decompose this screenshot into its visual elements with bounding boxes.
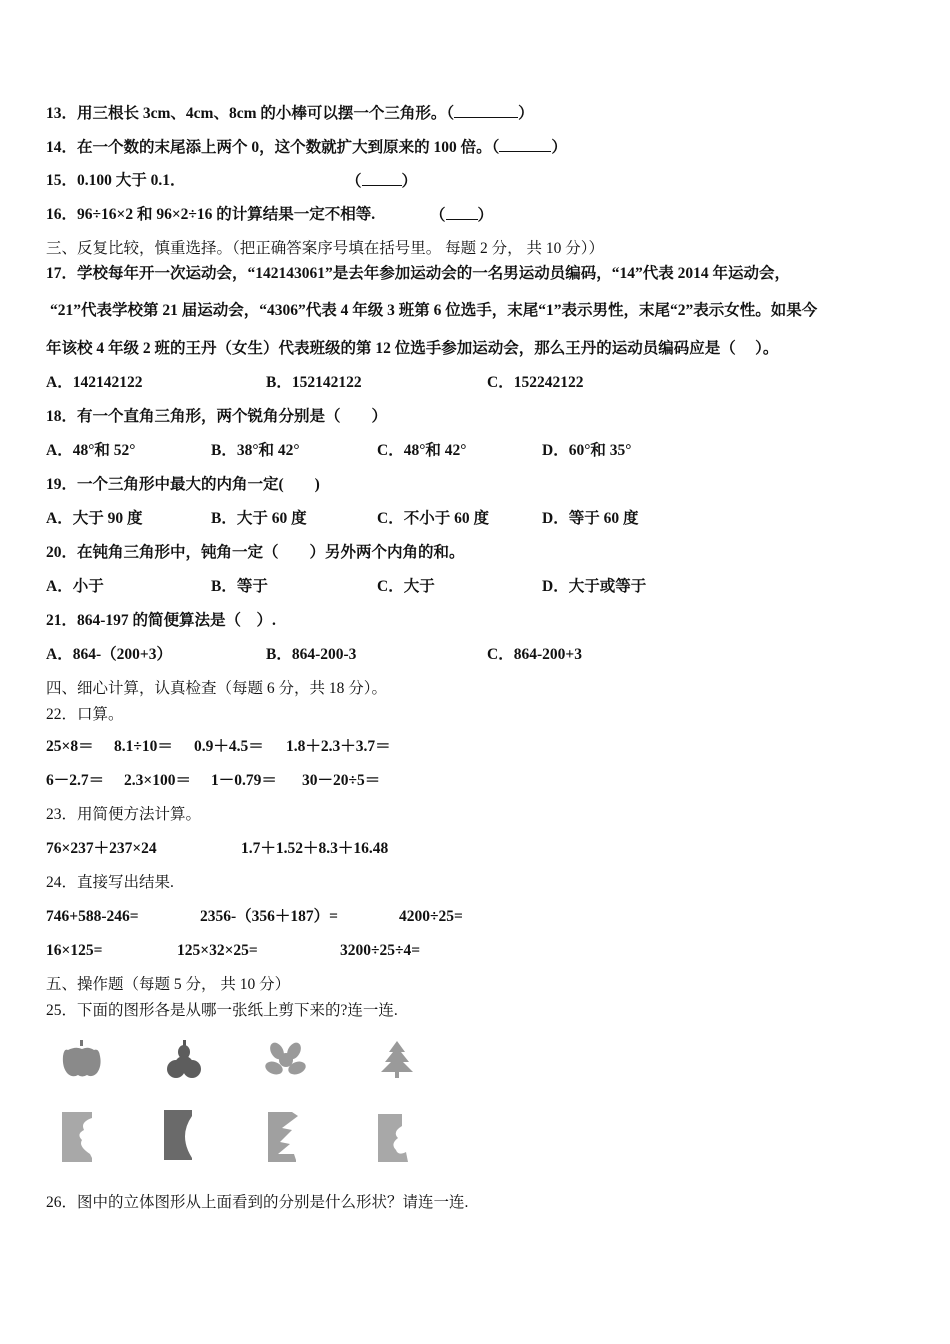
calc-item: 30－20÷5＝: [302, 772, 381, 789]
option-b[interactable]: B．152142122: [266, 374, 362, 391]
calc-item: 1－0.79＝: [211, 772, 277, 789]
question-17-line-3: 年该校 4 年级 2 班的王丹（女生）代表班级的第 12 位选手参加运动会，那么王丹的运动员编码应是（ ）。: [46, 340, 779, 357]
close-paren: ）: [518, 105, 534, 122]
option-a[interactable]: A．48°和 52°: [46, 442, 136, 459]
option-a[interactable]: A．864-（200+3）: [46, 646, 172, 663]
question-17-line-1: 17．学校每年开一次运动会，“142143061”是去年参加运动会的一名男运动员编码，“14”代表 2014 年运动会，: [46, 265, 791, 282]
question-21: 21．864-197 的简便算法是（ ）.: [46, 612, 276, 629]
calc-item: 76×237＋237×24: [46, 840, 157, 857]
option-d[interactable]: D．大于或等于: [542, 578, 647, 595]
option-c[interactable]: C．48°和 42°: [377, 442, 467, 459]
question-13: [46, 103, 534, 124]
question-23: 23．用简便方法计算。: [46, 806, 202, 823]
section-4-title: 四、细心计算，认真检查（每题 6 分，共 18 分）。: [46, 680, 388, 697]
calc-item: 3200÷25÷4=: [340, 942, 421, 959]
question-26: 26．图中的立体图形从上面看到的分别是什么形状？请连一连.: [46, 1194, 469, 1211]
option-c[interactable]: C．不小于 60 度: [377, 510, 489, 527]
question-17-line-2: “21”代表学校第 21 届运动会，“4306”代表 4 年级 3 班第 6 位选手，末尾“1”表示男性，末尾“2”表示女性。如果今: [50, 302, 818, 319]
answer-blank-16[interactable]: [446, 205, 478, 220]
question-20: 20．在钝角三角形中，钝角一定（ ）另外两个内角的和。: [46, 544, 465, 561]
question-14-text: 14．在一个数的末尾添上两个 0，这个数就扩大到原来的 100 倍。（: [46, 139, 500, 156]
question-16: [46, 205, 494, 225]
close-paren: ）: [477, 207, 494, 224]
calc-item: 6－2.7＝: [46, 772, 105, 789]
option-b[interactable]: B．38°和 42°: [211, 442, 300, 459]
calc-item: 2.3×100＝: [124, 772, 191, 789]
option-a[interactable]: A．小于: [46, 578, 104, 595]
calc-item: 746+588-246=: [46, 908, 139, 925]
question-24: 24．直接写出结果.: [46, 874, 174, 891]
option-c[interactable]: C．大于: [377, 578, 435, 595]
option-b[interactable]: B．大于 60 度: [211, 510, 307, 527]
gourd-shape-icon[interactable]: [162, 1038, 206, 1087]
calc-item: 1.7＋1.52＋8.3＋16.48: [241, 840, 389, 857]
option-a[interactable]: A．142142122: [46, 374, 143, 391]
option-d[interactable]: D．等于 60 度: [542, 510, 639, 527]
answer-15: [346, 171, 417, 192]
calc-item: 25×8＝: [46, 738, 94, 755]
clover-shape-icon[interactable]: [264, 1038, 308, 1087]
section-5-title: 五、操作题（每题 5 分， 共 10 分）: [46, 976, 291, 993]
answer-blank-14[interactable]: [499, 137, 551, 152]
calc-item: 16×125=: [46, 942, 103, 959]
option-b[interactable]: B．864-200-3: [266, 646, 357, 663]
question-18: 18．有一个直角三角形，两个锐角分别是（ ）: [46, 408, 388, 425]
option-d[interactable]: D．60°和 35°: [542, 442, 632, 459]
question-19: 19．一个三角形中最大的内角一定( ): [46, 476, 320, 493]
open-paren: （: [430, 207, 446, 224]
answer-16: [430, 205, 493, 226]
paper-sheet-2-icon[interactable]: [164, 1110, 198, 1169]
question-15: [46, 171, 418, 191]
question-22: 22．口算。: [46, 706, 124, 723]
answer-blank-13[interactable]: [454, 103, 518, 118]
paper-sheet-3-icon[interactable]: [268, 1112, 302, 1169]
calc-item: 8.1÷10＝: [114, 738, 173, 755]
option-c[interactable]: C．152242122: [487, 374, 584, 391]
close-paren: ）: [401, 173, 418, 190]
question-15-text: 15．0.100 大于 0.1．: [46, 172, 186, 189]
paper-sheet-1-icon[interactable]: [62, 1112, 96, 1169]
apple-shape-icon[interactable]: [60, 1038, 104, 1087]
option-c[interactable]: C．864-200+3: [487, 646, 582, 663]
question-25: 25．下面的图形各是从哪一张纸上剪下来的?连一连.: [46, 1002, 398, 1019]
calc-item: 2356-（356＋187）=: [200, 908, 338, 925]
question-13-text: 13．用三根长 3cm、4cm、8cm 的小棒可以摆一个三角形。（: [46, 105, 455, 122]
pine-tree-shape-icon[interactable]: [375, 1038, 419, 1087]
calc-item: 125×32×25=: [177, 942, 258, 959]
paper-sheet-4-icon[interactable]: [378, 1114, 412, 1171]
question-16-text: 16．96÷16×2 和 96×2÷16 的计算结果一定不相等.: [46, 206, 376, 223]
option-b[interactable]: B．等于: [211, 578, 268, 595]
calc-item: 4200÷25=: [399, 908, 463, 925]
question-14: [46, 137, 567, 158]
option-a[interactable]: A．大于 90 度: [46, 510, 143, 527]
section-3-title: 三、反复比较，慎重选择。（把正确答案序号填在括号里。 每题 2 分， 共 10 分））: [46, 240, 605, 257]
calc-item: 1.8＋2.3＋3.7＝: [286, 738, 391, 755]
calc-item: 0.9＋4.5＝: [194, 738, 264, 755]
close-paren: ）: [551, 139, 567, 156]
open-paren: （: [346, 173, 362, 190]
answer-blank-15[interactable]: [362, 171, 402, 186]
